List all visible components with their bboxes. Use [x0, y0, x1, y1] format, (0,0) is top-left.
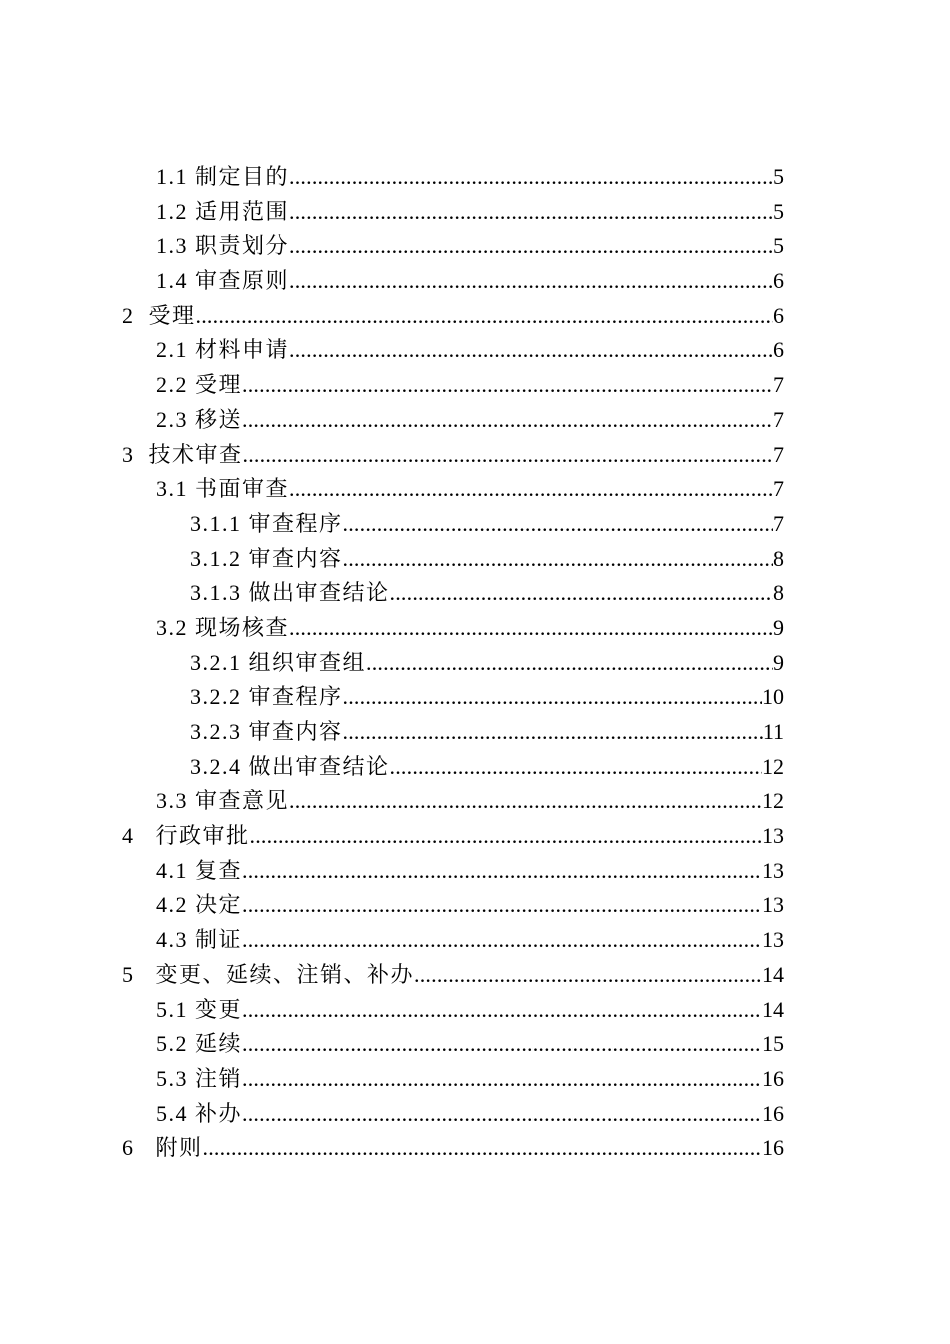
toc-entry-spacer: [242, 680, 249, 715]
toc-entry-number: 5.1: [156, 996, 188, 1022]
toc-dot-leader: [289, 611, 773, 646]
toc-entry-number: 1.4: [156, 268, 188, 294]
toc-entry-page-number: 13: [762, 927, 784, 953]
toc-entry-title: 审查内容: [248, 719, 343, 744]
toc-entry-number: 5.3: [156, 1065, 188, 1091]
toc-entry[interactable]: [0, 438, 950, 473]
toc-dot-leader: [289, 195, 773, 230]
toc-entry-spacer: [188, 923, 195, 958]
toc-entry-spacer: [242, 507, 249, 542]
toc-entry-spacer: [188, 854, 195, 889]
toc-entry-page-number: 13: [762, 892, 784, 918]
toc-dot-leader: [343, 542, 773, 577]
toc-entry-page-number: 9: [773, 649, 784, 675]
toc-entry[interactable]: [0, 264, 950, 299]
toc-entry[interactable]: [0, 784, 950, 819]
toc-entry-title: 组织审查组: [248, 649, 367, 675]
toc-entry[interactable]: [0, 160, 950, 195]
toc-entry-title: 制定目的: [195, 164, 290, 189]
toc-entry[interactable]: [0, 888, 950, 923]
toc-entry-page-number: 7: [773, 372, 784, 398]
toc-entry-title: 做出审查结论: [248, 753, 390, 779]
toc-entry-number: 4.1: [156, 857, 188, 883]
toc-entry-number: 3.1.2: [190, 545, 242, 571]
toc-entry[interactable]: [0, 611, 950, 646]
toc-entry[interactable]: [0, 299, 950, 334]
toc-dot-leader: [242, 888, 762, 923]
toc-dot-leader: [242, 1027, 762, 1062]
toc-entry-title: 注销: [195, 1065, 243, 1091]
toc-dot-leader: [289, 472, 773, 507]
toc-entry-page-number: 5: [773, 233, 784, 259]
toc-dot-leader: [343, 680, 762, 715]
toc-entry-title: 审查程序: [248, 510, 343, 536]
toc-entry-spacer: [188, 993, 195, 1028]
toc-entry-page-number: 14: [762, 996, 784, 1022]
toc-entry-title: 职责划分: [195, 233, 290, 259]
toc-entry[interactable]: [0, 993, 950, 1028]
toc-entry[interactable]: [0, 472, 950, 507]
toc-entry-spacer: [135, 1131, 156, 1166]
toc-entry-title: 审查内容: [248, 545, 343, 571]
toc-entry-title: 附则: [155, 1135, 203, 1161]
toc-entry[interactable]: [0, 923, 950, 958]
toc-entry[interactable]: [0, 958, 950, 993]
toc-entry-title: 移送: [195, 406, 243, 432]
toc-entry-spacer: [188, 1062, 195, 1097]
toc-entry-spacer: [135, 819, 156, 854]
toc-entry-page-number: 6: [773, 337, 784, 363]
toc-entry-page-number: 9: [773, 614, 784, 640]
toc-entry[interactable]: [0, 333, 950, 368]
toc-entry[interactable]: [0, 854, 950, 889]
toc-entry-page-number: 7: [773, 510, 784, 536]
toc-entry-title: 复查: [195, 857, 243, 883]
toc-entry-number: 3.2.4: [190, 753, 242, 779]
toc-entry-page-number: 5: [773, 198, 784, 224]
toc-entry-spacer: [188, 195, 195, 230]
toc-entry-spacer: [242, 542, 249, 577]
toc-entry-page-number: 8: [773, 580, 784, 606]
toc-dot-leader: [242, 1097, 762, 1132]
toc-entry-spacer: [188, 368, 195, 403]
toc-entry-title: 现场核查: [195, 614, 290, 640]
toc-dot-leader: [390, 576, 773, 611]
toc-entry[interactable]: [0, 819, 950, 854]
toc-dot-leader: [242, 923, 762, 958]
toc-entry-title: 变更、延续、注销、补办: [155, 961, 415, 987]
toc-entry-spacer: [188, 1097, 195, 1132]
toc-entry-title: 做出审查结论: [248, 580, 390, 606]
toc-entry-spacer: [188, 1027, 195, 1062]
toc-entry-title: 材料申请: [195, 337, 290, 363]
toc-dot-leader: [242, 854, 762, 889]
toc-entry-number: 2.1: [156, 337, 188, 363]
toc-dot-leader: [242, 993, 762, 1028]
toc-entry[interactable]: [0, 576, 950, 611]
toc-dot-leader: [343, 715, 763, 750]
toc-entry-number: 2.3: [156, 406, 188, 432]
toc-entry-number: 3.1: [156, 476, 188, 502]
toc-entry[interactable]: [0, 229, 950, 264]
toc-entry-page-number: 10: [762, 684, 784, 710]
toc-entry-number: 3.2.3: [190, 719, 242, 744]
toc-entry-spacer: [242, 576, 249, 611]
toc-entry-number: 2.2: [156, 372, 188, 398]
toc-dot-leader: [343, 507, 773, 542]
toc-entry-page-number: 13: [762, 857, 784, 883]
toc-entry-page-number: 7: [773, 441, 784, 467]
toc-entry-title: 审查原则: [195, 268, 290, 294]
toc-entry-spacer: [242, 750, 249, 785]
toc-entry-number: 3.3: [156, 788, 188, 814]
toc-entry[interactable]: [0, 368, 950, 403]
toc-entry[interactable]: [0, 750, 950, 785]
toc-entry-number: 3.1.3: [190, 580, 242, 606]
toc-dot-leader: [289, 229, 773, 264]
toc-entry[interactable]: [0, 1131, 950, 1166]
toc-entry-spacer: [135, 299, 149, 334]
toc-dot-leader: [250, 819, 762, 854]
toc-entry-spacer: [188, 333, 195, 368]
toc-entry-spacer: [188, 403, 195, 438]
toc-entry[interactable]: [0, 715, 950, 750]
toc-dot-leader: [242, 1062, 762, 1097]
toc-entry-page-number: 12: [762, 753, 784, 779]
toc-dot-leader: [243, 438, 773, 473]
toc-entry-page-number: 11: [762, 719, 784, 744]
toc-dot-leader: [203, 1131, 762, 1166]
toc-entry-page-number: 16: [762, 1100, 784, 1126]
toc-entry-number: 1.1: [156, 164, 188, 189]
toc-entry-title: 决定: [195, 892, 243, 918]
toc-entry-page-number: 16: [762, 1135, 784, 1161]
toc-entry-title: 延续: [195, 1031, 243, 1057]
toc-entry-page-number: 7: [773, 406, 784, 432]
toc-entry-number: 3: [122, 441, 135, 467]
toc-entry[interactable]: [0, 1097, 950, 1132]
toc-entry-spacer: [242, 646, 249, 681]
toc-entry[interactable]: [0, 507, 950, 542]
toc-entry-number: 6: [122, 1135, 135, 1161]
toc-entry-number: 2: [122, 302, 135, 328]
toc-entry-page-number: 14: [762, 961, 784, 987]
toc-dot-leader: [242, 403, 773, 438]
toc-entry[interactable]: [0, 1062, 950, 1097]
toc-entry-page-number: 12: [762, 788, 784, 814]
toc-entry-page-number: 13: [762, 823, 784, 849]
toc-entry-title: 补办: [195, 1100, 243, 1126]
toc-entry-page-number: 6: [773, 302, 784, 328]
toc-entry-number: 4.2: [156, 892, 188, 918]
toc-entry-title: 受理: [195, 372, 243, 398]
toc-dot-leader: [289, 784, 762, 819]
toc-entry[interactable]: [0, 1027, 950, 1062]
toc-entry-number: 4.3: [156, 927, 188, 953]
toc-dot-leader: [289, 333, 773, 368]
toc-entry-title: 审查程序: [248, 684, 343, 710]
toc-entry-title: 受理: [148, 302, 196, 328]
toc-entry[interactable]: [0, 403, 950, 438]
toc-dot-leader: [242, 368, 773, 403]
toc-entry-spacer: [188, 264, 195, 299]
toc-entry-page-number: 7: [773, 476, 784, 502]
toc-dot-leader: [289, 160, 773, 195]
toc-entry-number: 3.1.1: [190, 510, 242, 536]
toc-entry-number: 4: [122, 823, 135, 849]
toc-entry-title: 行政审批: [155, 823, 250, 849]
toc-entry-number: 5.4: [156, 1100, 188, 1126]
toc-entry-page-number: 6: [773, 268, 784, 294]
toc-entry-spacer: [135, 958, 156, 993]
toc-entry-spacer: [242, 715, 249, 750]
table-of-contents: [0, 160, 950, 1166]
toc-entry-number: 3.2.2: [190, 684, 242, 710]
toc-dot-leader: [289, 264, 773, 299]
toc-entry-spacer: [188, 160, 195, 195]
toc-entry-spacer: [135, 438, 149, 473]
toc-entry[interactable]: [0, 542, 950, 577]
toc-entry-page-number: 8: [773, 545, 784, 571]
toc-entry[interactable]: [0, 646, 950, 681]
toc-entry-number: 3.2: [156, 614, 188, 640]
toc-entry-title: 技术审查: [148, 441, 243, 467]
toc-entry-spacer: [188, 888, 195, 923]
toc-entry-page-number: 15: [762, 1031, 784, 1057]
toc-entry-spacer: [188, 229, 195, 264]
toc-entry-number: 5: [122, 961, 135, 987]
toc-entry-title: 书面审查: [195, 476, 290, 502]
toc-dot-leader: [366, 646, 773, 681]
toc-dot-leader: [414, 958, 762, 993]
toc-entry-spacer: [188, 472, 195, 507]
toc-entry-spacer: [188, 611, 195, 646]
toc-entry-spacer: [188, 784, 195, 819]
toc-entry-number: 3.2.1: [190, 649, 242, 675]
toc-entry-title: 审查意见: [195, 788, 290, 814]
toc-entry-title: 制证: [195, 927, 243, 953]
toc-entry-title: 适用范围: [195, 198, 290, 224]
toc-entry-number: 1.3: [156, 233, 188, 259]
toc-dot-leader: [196, 299, 773, 334]
toc-dot-leader: [390, 750, 762, 785]
toc-entry-page-number: 5: [773, 164, 784, 189]
toc-entry-number: 5.2: [156, 1031, 188, 1057]
toc-entry-number: 1.2: [156, 198, 188, 224]
toc-entry[interactable]: [0, 680, 950, 715]
toc-entry-title: 变更: [195, 996, 243, 1022]
toc-entry-page-number: 16: [762, 1065, 784, 1091]
toc-entry[interactable]: [0, 195, 950, 230]
